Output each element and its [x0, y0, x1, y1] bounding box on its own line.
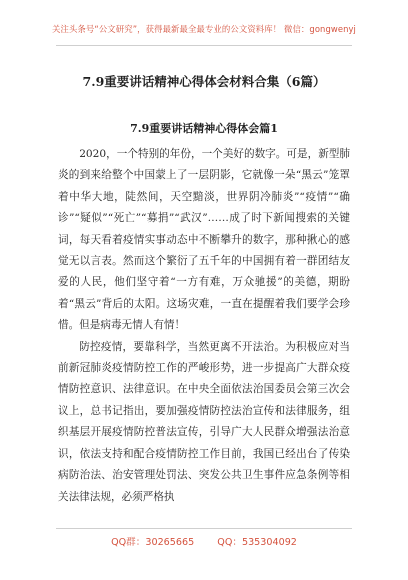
header-promo-text: 关注头条号“公文研究”，获得最新最全最专业的公文资料库！ 微信：gongwenyj: [52, 24, 356, 34]
footer-divider: [56, 528, 352, 529]
qq-group-number: QQ群：30265665: [111, 537, 195, 548]
document-body: [58, 144, 350, 508]
header-divider: [56, 45, 352, 46]
paragraph: 2020，一个特别的年份，一个美好的数字。可是，新型肺炎的到来给整个中国蒙上了一层阴影，它就像一朵“黑云”笼罩着中华大地，陡然间，天空黯淡，世界阴冷肺炎”“疫情”“确诊”“疑似”“死亡”“募捐”“武汉”……成了时下新闻搜索的关键词，每天看着疫情实事动态中不断攀升的数字，那种揪心的感觉无以言表。然而这个繁衍了五千年的中国拥有着一群团结友爱的人民，他们坚守着“一方有难，万众驰援”的美德，期盼着“黑云”背后的太阳。这场灾难，一直在提醒着我们要学会珍惜。但是病毒无情人有情！: [58, 148, 350, 332]
section-title: 7.9重要讲话精神心得体会篇1: [130, 122, 278, 135]
document-title: 7.9重要讲话精神心得体会材料合集（6篇）: [82, 74, 326, 89]
paragraph: 防控疫情，要靠科学，当然更离不开法治。为积极应对当前新冠肺炎疫情防控工作的严峻形势，进一步提高广大群众疫情防控意识、法律意识。在中央全面依法治国委员会第三次会议上，总书记指出，要加强疫情防控法治宣传和法律服务，组织基层开展疫情防控普法宣传，引导广大人民群众增强法治意识，依法支持和配合疫情防控工作目前，我国已经出台了传染病防治法、治安管理处罚法、突发公共卫生事件应急条例等相关法律法规，必须严格执: [58, 340, 350, 503]
footer-contacts: [0, 534, 408, 548]
qq-number: QQ：535304092: [217, 537, 297, 548]
